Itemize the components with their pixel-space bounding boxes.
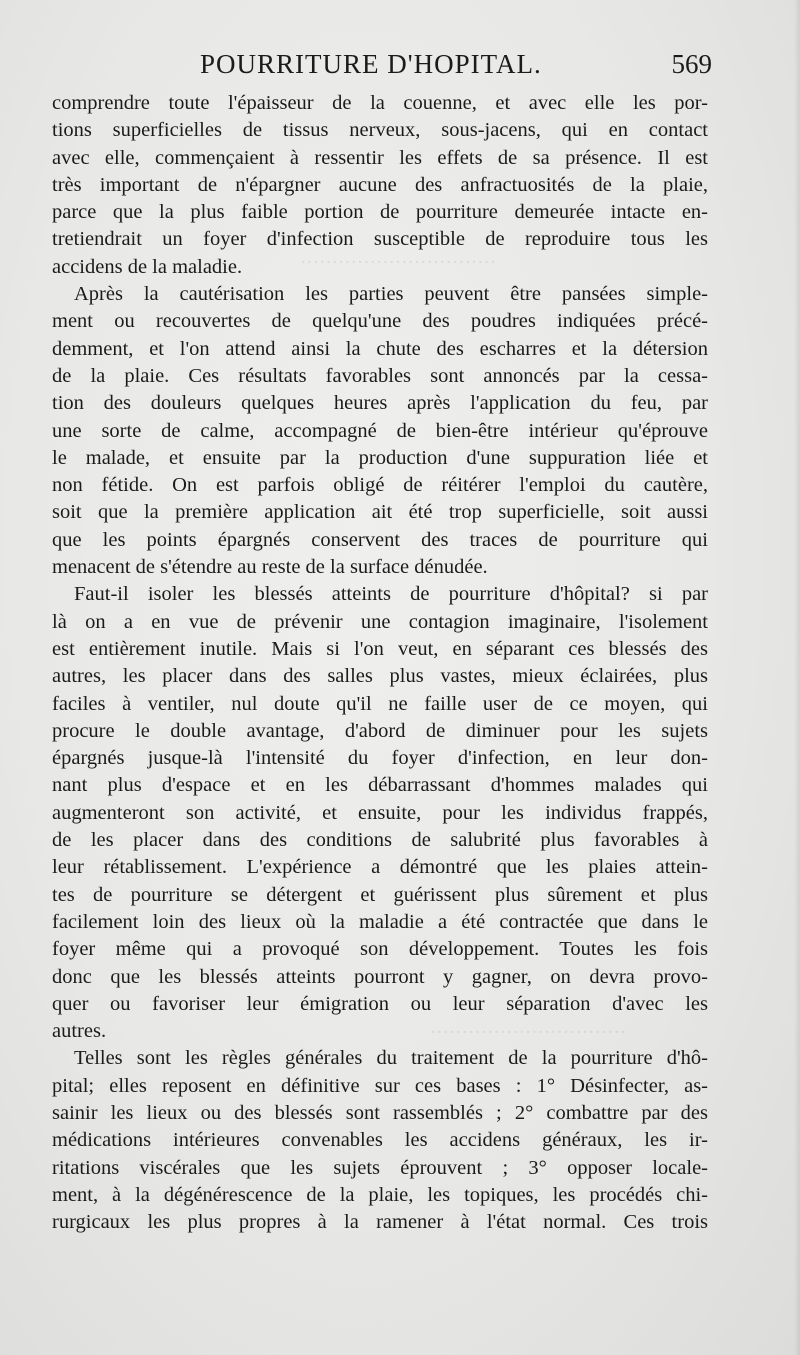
text-line: nant plus d'espace et en les débarrassant d'hommes malades qui [52, 774, 708, 797]
text-line: pital; elles reposent en définitive sur ces bases : 1° Désinfecter, as- [52, 1074, 708, 1097]
running-title: POURRITURE D'HOPITAL. [200, 49, 542, 79]
text-line: demment, et l'on attend ainsi la chute des escharres et la détersion [52, 337, 708, 360]
text-line: sainir les lieux ou des blessés sont rassemblés ; 2° combattre par des [52, 1101, 708, 1124]
text-line: est entièrement inutile. Mais si l'on veut, en séparant ces blessés des [52, 637, 708, 660]
text-line: tretiendrait un foyer d'infection susceptible de reproduire tous les [52, 228, 708, 251]
text-line: ritations viscérales que les sujets éprouvent ; 3° opposer locale- [52, 1156, 708, 1179]
text-line: rurgicaux les plus propres à la ramener à l'état normal. Ces trois [52, 1211, 708, 1234]
text-line: Après la cautérisation les parties peuvent être pansées simple- [74, 283, 708, 306]
text-line: une sorte de calme, accompagné de bien-être intérieur qu'éprouve [52, 419, 708, 442]
text-line: épargnés jusque-là l'intensité du foyer d'infection, en leur don- [52, 747, 708, 770]
running-header [52, 44, 712, 84]
text-line: tions superficielles de tissus nerveux, sous-jacens, qui en contact [52, 119, 708, 142]
text-line: avec elle, commençaient à ressentir les effets de sa présence. Il est [52, 146, 708, 169]
text-line: Telles sont les règles générales du traitement de la pourriture d'hô- [74, 1047, 708, 1070]
text-line: foyer même qui a provoqué son développement. Toutes les fois [52, 938, 708, 961]
text-line: tes de pourriture se détergent et guérissent plus sûrement et plus [52, 883, 708, 906]
paragraph [52, 90, 708, 281]
text-line: soit que la première application ait été trop superficielle, soit aussi [52, 501, 708, 524]
text-line: ment ou recouvertes de quelqu'une des poudres indiquées précé- [52, 310, 708, 333]
text-line: de la plaie. Ces résultats favorables sont annoncés par la cessa- [52, 364, 708, 387]
text-line: augmenteront son activité, et ensuite, pour les individus frappés, [52, 801, 708, 824]
page-number: 569 [671, 49, 712, 79]
text-line: comprendre toute l'épaisseur de la couenne, et avec elle les por- [52, 92, 708, 114]
text-line: facilement loin des lieux où la maladie a été contractée que dans le [52, 910, 708, 933]
paragraph [52, 581, 708, 1045]
text-line: donc que les blessés atteints pourront y gagner, on devra provo- [52, 965, 708, 988]
text-line: quer ou favoriser leur émigration ou leur séparation d'avec les [52, 992, 708, 1015]
text-line: tion des douleurs quelques heures après l'application du feu, par [52, 392, 708, 415]
text-line: médications intérieures convenables les accidens généraux, les ir- [52, 1129, 708, 1152]
bleed-through-text: ······························· [300, 252, 497, 273]
text-line: parce que la plus faible portion de pourriture demeurée intacte en- [52, 201, 708, 224]
text-line: Faut-il isoler les blessés atteints de pourriture d'hôpital? si par [74, 583, 708, 606]
text-line: autres. [52, 1020, 107, 1043]
body-text [52, 90, 708, 1236]
text-line: de les placer dans des conditions de salubrité plus favorables à [52, 829, 708, 852]
text-line: menacent de s'étendre au reste de la surface dénudée. [52, 556, 488, 579]
page-edge-shadow [794, 0, 800, 1355]
paragraph [52, 1045, 708, 1236]
paragraph [52, 281, 708, 581]
text-line: faciles à ventiler, nul doute qu'il ne faille user de ce moyen, qui [52, 692, 708, 715]
text-line: ment, à la dégénérescence de la plaie, les topiques, les procédés chi- [52, 1183, 708, 1206]
text-line: non fétide. On est parfois obligé de réitérer l'emploi du cautère, [52, 474, 708, 497]
text-line: très important de n'épargner aucune des anfractuosités de la plaie, [52, 173, 708, 196]
text-line: accidens de la maladie. [52, 255, 243, 278]
text-line: là on a en vue de prévenir une contagion imaginaire, l'isolement [52, 610, 708, 633]
text-line: procure le double avantage, d'abord de diminuer pour les sujets [52, 719, 708, 742]
text-line: que les points épargnés conservent des traces de pourriture qui [52, 528, 708, 551]
text-line: autres, les placer dans des salles plus vastes, mieux éclairées, plus [52, 665, 708, 688]
bleed-through-text: ······························· [430, 1022, 627, 1043]
text-line: le malade, et ensuite par la production d'une suppuration liée et [52, 446, 708, 469]
text-line: leur rétablissement. L'expérience a démontré que les plaies attein- [52, 856, 708, 879]
